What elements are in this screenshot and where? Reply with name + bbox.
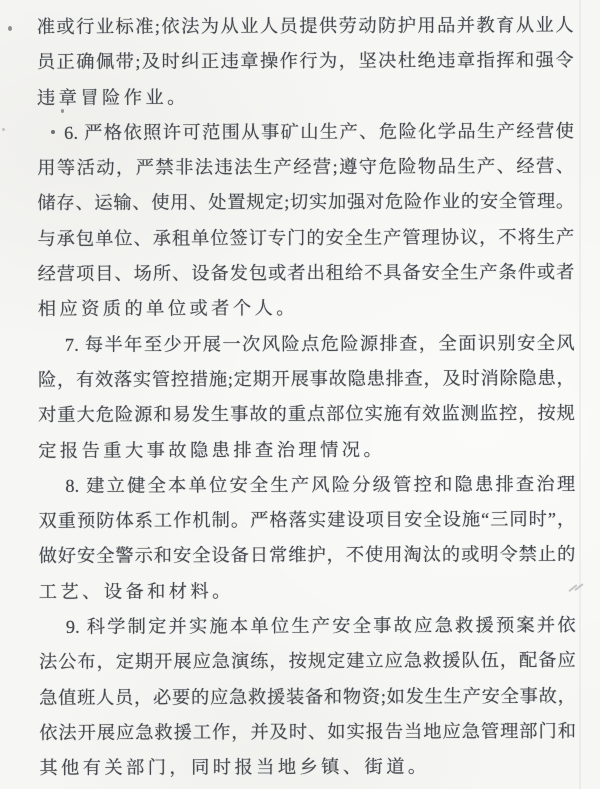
text-line: 9. 科学制定并实施本单位生产安全事故应急救援预案并依	[65, 615, 576, 637]
text-line: 双重预防体系工作机制。严格落实建设项目安全设施“三同时”，	[38, 509, 576, 532]
scan-speck	[51, 130, 55, 134]
text-line: 8. 建立健全本单位安全生产风险分级管控和隐患排查治理	[65, 473, 576, 496]
text-line: 定报告重大事故隐患排查治理情况。	[38, 439, 386, 461]
paragraph-item-9	[39, 608, 577, 786]
text-line: 依法开展应急救援工作，并及时、如实报告当地应急管理部门和	[39, 720, 577, 743]
text-line: 对重大危险源和易发生事故的重点部位实施有效监测监控，按规	[38, 403, 576, 426]
text-line: 7. 每半年至少开展一次风险点危险源排查，全面识别安全风	[64, 332, 575, 355]
text-line: 经营项目、场所、设备发包或者出租给不具备安全生产条件或者	[37, 262, 575, 284]
scan-speck	[61, 109, 64, 113]
text-line: 6. 严格依照许可范围从事矿山生产、危险化学品生产经营使	[64, 120, 575, 143]
text-line: 做好安全警示和安全设备日常维护，不使用淘汰的或明令禁止的	[38, 544, 576, 567]
scan-scribble	[568, 582, 584, 594]
text-line: 违章冒险作业。	[36, 86, 189, 108]
text-line: 险，有效落实管控措施;定期开展事故隐患排查，及时消除隐患，	[37, 368, 575, 390]
text-line: 法公布，定期开展应急演练，按规定建立应急救援队伍，配备应	[38, 650, 576, 673]
scan-speck	[2, 128, 5, 131]
text-line: 用等活动，严禁非法违法生产经营;遵守危险物品生产、经营、	[37, 156, 575, 179]
text-line: 准或行业标准;依法为从业人员提供劳动防护用品并教育从业人	[36, 15, 574, 37]
text-line: 其他有关部门，同时报当地乡镇、街道。	[39, 756, 430, 779]
text-line: 相应资质的单位或者个人。	[37, 298, 298, 320]
paragraph-continuation	[37, 8, 574, 116]
paragraph-item-6	[37, 114, 575, 328]
text-line: 员正确佩带;及时纠正违章操作行为，坚决杜绝违章指挥和强令	[36, 50, 574, 73]
text-line: 与承包单位、承租单位签订专门的安全生产管理协议，不将生产	[37, 226, 575, 249]
scan-speck	[8, 26, 12, 31]
paragraph-item-7	[38, 326, 575, 469]
text-line: 储存、运输、使用、处置规定;切实加强对危险作业的安全管理。	[37, 191, 575, 214]
scanner-streak	[579, 0, 581, 789]
text-line: 急值班人员，必要的应急救援装备和物资;如发生生产安全事故，	[39, 685, 577, 708]
text-line: 工艺、设备和材料。	[38, 580, 234, 602]
paragraph-item-8	[38, 467, 575, 610]
